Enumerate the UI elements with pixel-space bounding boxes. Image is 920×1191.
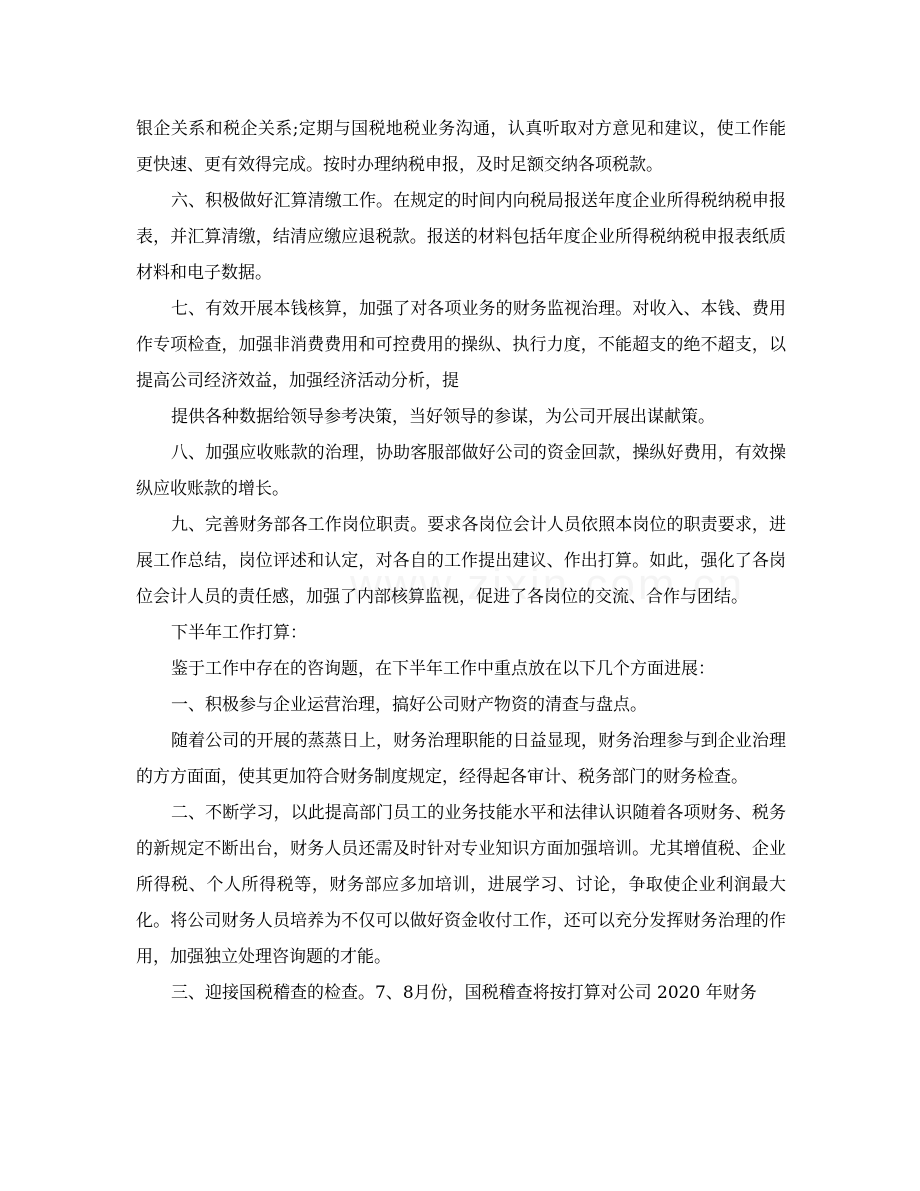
paragraph-section-7-cont: 提供各种数据给领导参考决策，当好领导的参谋，为公司开展出谋献策。 [171,407,715,427]
heading-second-half-plan: 下半年工作打算： [171,623,307,643]
paragraph-plan-intro: 鉴于工作中存在的咨询题，在下半年工作中重点放在以下几个方面进展： [171,659,715,679]
paragraph-section-7: 七、有效开展本钱核算，加强了对各项业务的财务监视治理。对收入、本钱、费用作专项检查，加强非消费费用和可控费用的操纵、执行力度，不能超支的绝不超支，以提高公司经济效益，加强经济活动分析，提 [136,299,786,391]
document-body [136,111,786,1011]
paragraph-section-6: 六、积极做好汇算清缴工作。在规定的时间内向税局报送年度企业所得税纳税申报表，并汇算清缴，结清应缴应退税款。报送的材料包括年度企业所得税纳税申报表纸质材料和电子数据。 [136,191,786,283]
paragraph-continuation: 银企关系和税企关系;定期与国税地税业务沟通，认真听取对方意见和建议，使工作能更快速、更有效得完成。按时办理纳税申报，及时足额交纳各项税款。 [136,119,786,175]
paragraph-plan-3: 三、迎接国税稽查的检查。7、8月份，国税稽查将按打算对公司 2020 年财务 [171,983,757,1003]
paragraph-section-9: 九、完善财务部各工作岗位职责。要求各岗位会计人员依照本岗位的职责要求，进展工作总结，岗位评述和认定，对各自的工作提出建议、作出打算。如此，强化了各岗位会计人员的责任感，加强了内部核算监视，促进了各岗位的交流、合作与团结。 [136,515,786,607]
paragraph-plan-2: 二、不断学习，以此提高部门员工的业务技能水平和法律认识随着各项财务、税务的新规定不断出台，财务人员还需及时针对专业知识方面加强培训。尤其增值税、企业所得税、个人所得税等，财务部应多加培训，进展学习、讨论，争取使企业利润最大化。将公司财务人员培养为不仅可以做好资金收付工作，还可以充分发挥财务治理的作用，加强独立处理咨询题的才能。 [136,803,786,967]
paragraph-section-8: 八、加强应收账款的治理，协助客服部做好公司的资金回款，操纵好费用，有效操纵应收账款的增长。 [136,443,786,499]
paragraph-plan-1-detail: 随着公司的开展的蒸蒸日上，财务治理职能的日益显现，财务治理参与到企业治理的方方面面，使其更加符合财务制度规定，经得起各审计、税务部门的财务检查。 [136,731,786,787]
paragraph-plan-1: 一、积极参与企业运营治理，搞好公司财产物资的清查与盘点。 [171,695,647,715]
